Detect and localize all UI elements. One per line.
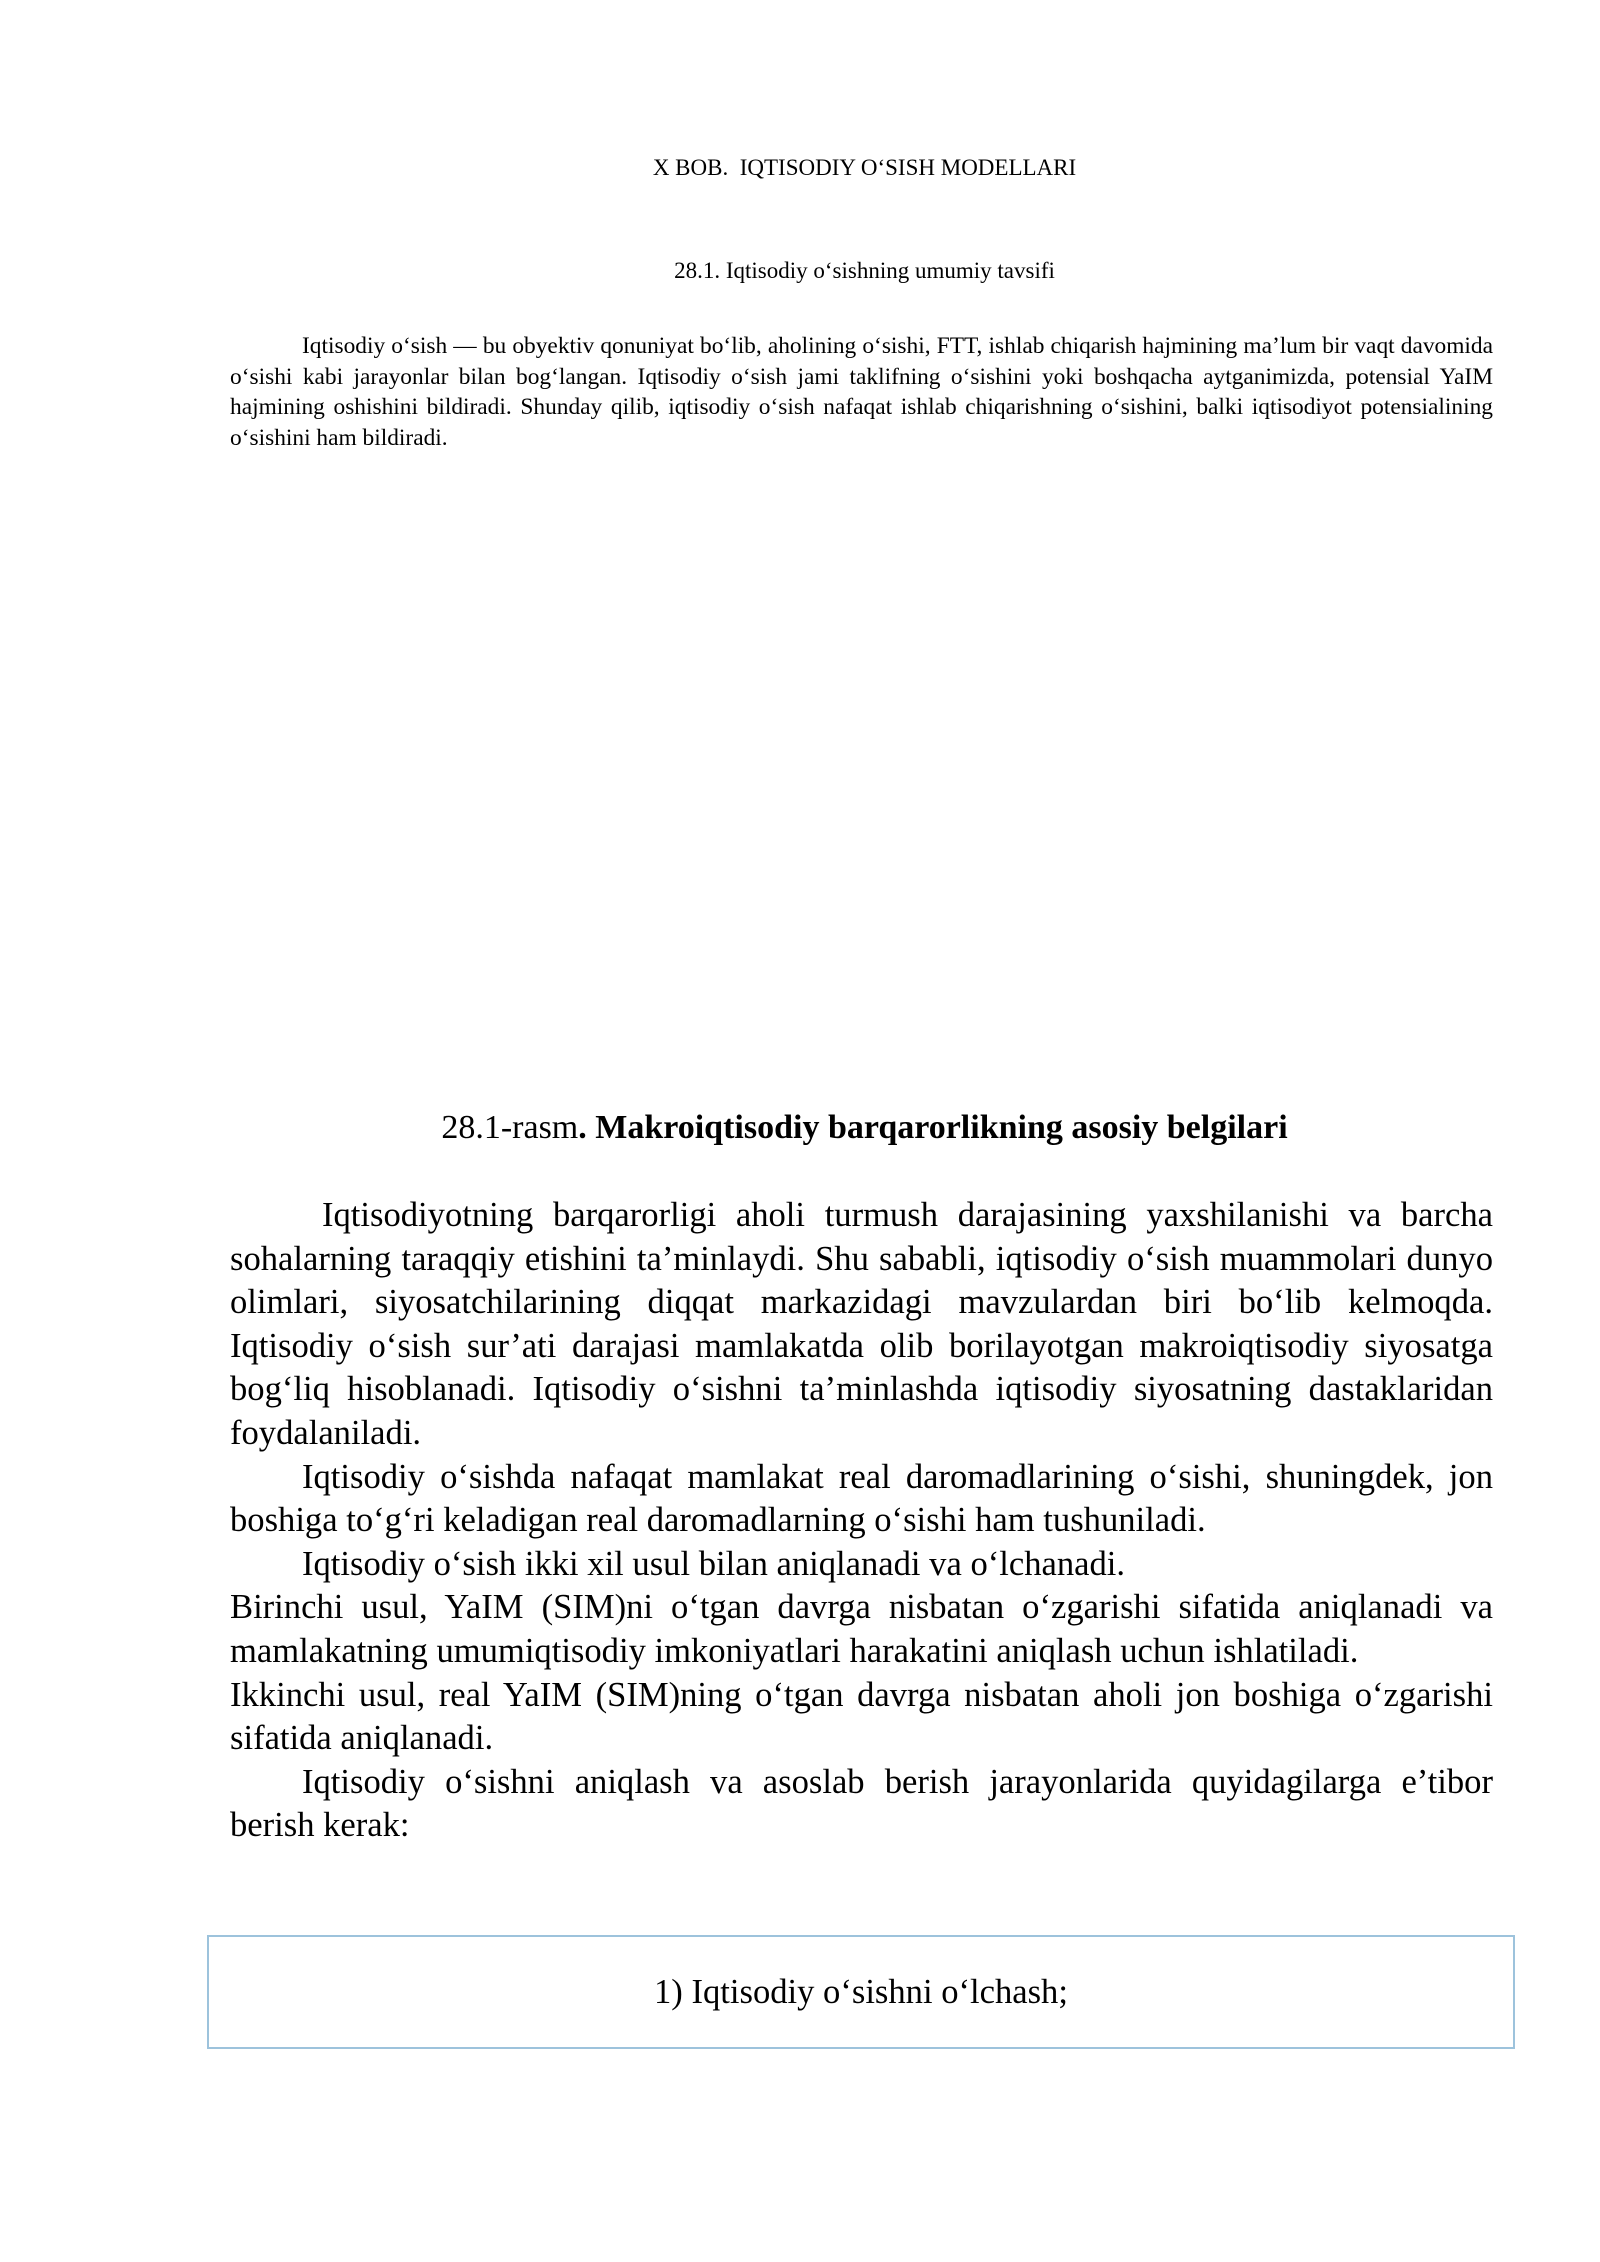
figure-caption-title: . Makroiqtisodiy barqarorlikning asosiy belgilari <box>578 1109 1288 1146</box>
list-box-item-1: 1) Iqtisodiy o‘sishni o‘lchash; <box>654 1972 1068 2011</box>
body-text <box>230 1194 1493 1848</box>
body-paragraph-6: Iqtisodiy o‘sishni aniqlash va asoslab berish jarayonlarida quyidagilarga e’tibor berish kerak: <box>230 1762 1493 1845</box>
body-paragraph-4: Birinchi usul, YaIM (SIM)ni o‘tgan davrga nisbatan o‘zgarishi sifatida aniqlanadi va mamlakatning umumiqtisodiy imkoniyatlari harakatini aniqlash uchun ishlatiladi. <box>230 1588 1493 1670</box>
body-paragraph-5: Ikkinchi usul, real YaIM (SIM)ning o‘tgan davrga nisbatan aholi jon boshiga o‘zgarishi sifatida aniqlanadi. <box>230 1675 1493 1758</box>
body-paragraph-2: Iqtisodiy o‘sishda nafaqat mamlakat real daromadlarining o‘sishi, shuningdek, jon boshiga to‘g‘ri keladigan real daromadlarning o‘sishi ham tushuniladi. <box>230 1457 1493 1540</box>
section-title: 28.1. Iqtisodiy o‘sishning umumiy tavsifi <box>674 258 1055 283</box>
figure-caption <box>0 1106 1600 1150</box>
list-box <box>207 1935 1515 2049</box>
body-paragraph-3: Iqtisodiy o‘sish ikki xil usul bilan aniqlanadi va o‘lchanadi. <box>302 1544 1126 1583</box>
figure-area <box>230 470 1493 1080</box>
intro-paragraph: Iqtisodiy o‘sish — bu obyektiv qonuniyat bo‘lib, aholining o‘sishi, FTT, ishlab chiqarish hajmining ma’lum bir vaqt davomida o‘sishi kabi jarayonlar bilan bog‘langan. Iqtisodiy o‘sish jami taklifning o‘sishini yoki boshqacha aytganimizda, potensial YaIM hajmining oshishini bildiradi. Shunday qilib, iqtisodiy o‘sish nafaqat ishlab chiqarishning o‘sishini, balki iqtisodiyot potensialining o‘sishini ham bildiradi. <box>230 333 1493 451</box>
body-paragraph-1: Iqtisodiyotning barqarorligi aholi turmush darajasining yaxshilanishi va barcha sohalarning taraqqiy etishini ta’minlaydi. Shu sababli, iqtisodiy o‘sish muammolari dunyo olimlari, siyosatchilarining diqqat markazidagi mavzulardan biri bo‘lib kelmoqda. Iqtisodiy o‘sish sur’ati darajasi mamlakatda olib borilayotgan makroiqtisodiy siyosatga bog‘liq hisoblanadi. Iqtisodiy o‘sishni ta’minlashda iqtisodiy siyosatning dastaklaridan foydalaniladi. <box>230 1196 1493 1452</box>
figure-caption-prefix: 28.1-rasm <box>441 1109 579 1146</box>
intro-section <box>230 331 1493 453</box>
chapter-title: X BOB. IQTISODIY O‘SISH MODELLARI <box>652 155 1077 180</box>
